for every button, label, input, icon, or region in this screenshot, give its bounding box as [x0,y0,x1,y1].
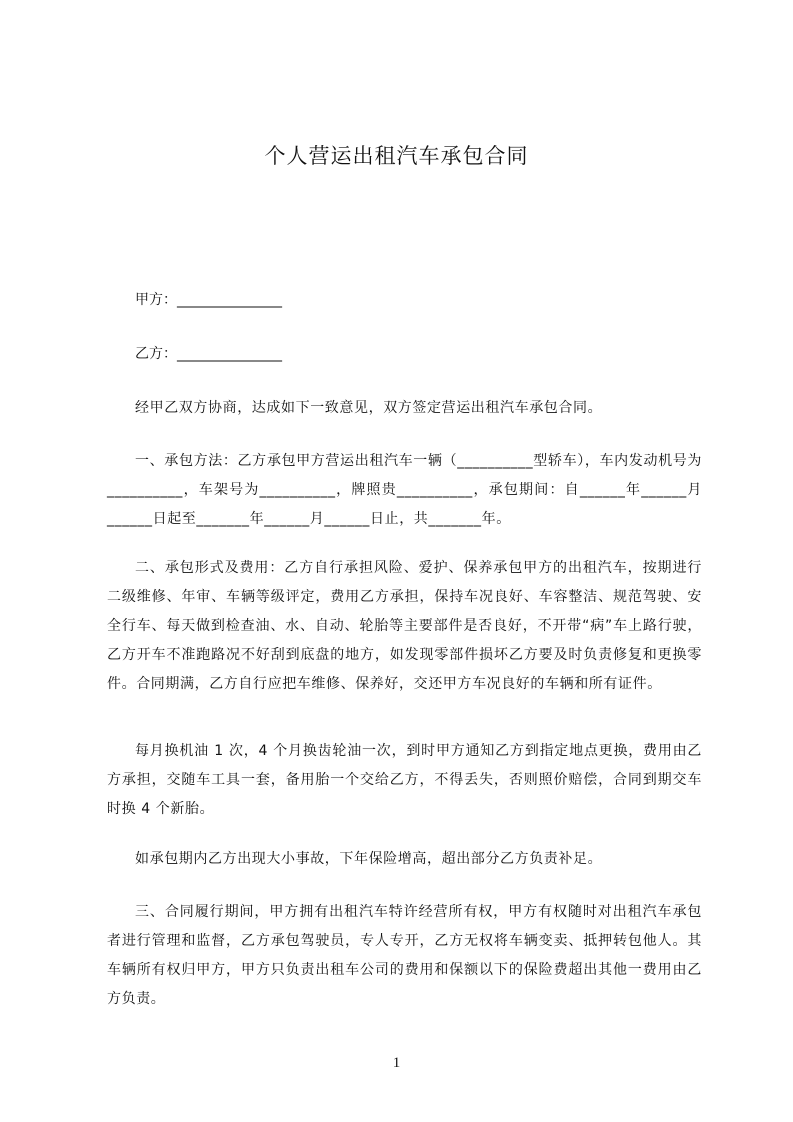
page-number: 1 [392,1055,401,1071]
party-a-line: 甲方：_______________ [135,292,282,308]
paragraph-clause-2 [107,554,702,699]
paragraph-text: 三、合同履行期间，甲方拥有出租汽车特许经营所有权，甲方有权随时对出租汽车承包者进行管理和监督，乙方承包驾驶员，专人专开，乙方无权将车辆变卖、抵押转包他人。其车辆所有权归甲方，甲方只负责出租车公司的费用和保额以下的保险费超出其他一费用由乙方负责。 [107,904,702,1007]
party-b-line: 乙方：_______________ [135,346,282,362]
paragraph-accident [107,845,702,874]
paragraph-clause-3 [107,898,702,1014]
paragraph-intro [107,394,702,423]
paragraph-clause-1 [107,447,702,534]
document-title: 个人营运出租汽车承包合同 [264,144,529,168]
paragraph-text: 每月换机油 1 次，4 个月换齿轮油一次，到时甲方通知乙方到指定地点更换，费用由乙方承担，交随车工具一套，备用胎一个交给乙方，不得丢失，否则照价赔偿，合同到期交车时换 4 个新胎。 [107,743,702,817]
paragraph-oil-change [107,737,702,824]
paragraph-text: 如承包期内乙方出现大小事故，下年保险增高，超出部分乙方负责补足。 [135,851,603,867]
paragraph-text: 二、承包形式及费用：乙方自行承担风险、爱护、保养承包甲方的出租汽车，按期进行二级维修、年审、车辆等级评定，费用乙方承担，保持车况良好、车容整洁、规范驾驶、安全行车、每天做到检查油、水、自动、轮胎等主要部件是否良好，不开带“病”车上路行驶，乙方开车不准跑路况不好刮到底盘的地方，如发现零部件损坏乙方要及时负责修复和更换零件。合同期满，乙方自行应把车维修、保养好，交还甲方车况良好的车辆和所有证件。 [107,560,702,692]
paragraph-text: 一、承包方法：乙方承包甲方营运出租汽车一辆（__________型轿车），车内发动机号为__________，车架号为__________，牌照贵__________，承包期间：自______年______月______日起至_______年______月______日止，共_______年。 [107,453,702,527]
paragraph-text: 经甲乙双方协商，达成如下一致意见，双方签定营运出租汽车承包合同。 [135,400,603,416]
